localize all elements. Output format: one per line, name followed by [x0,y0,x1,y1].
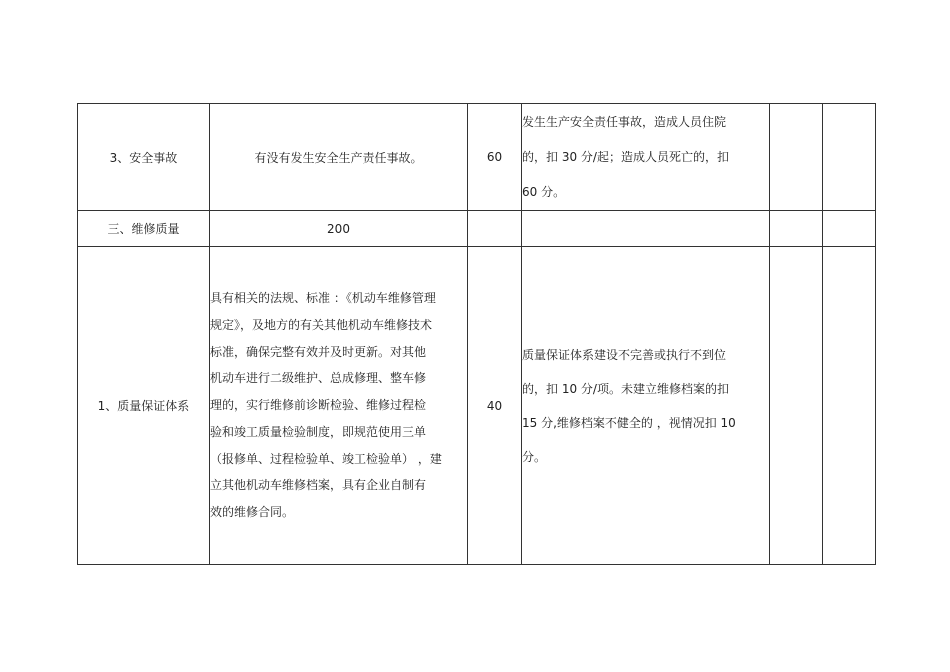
blank-cell [823,247,876,565]
content-cell: 200 [210,211,468,247]
deduction-cell: 质量保证体系建设不完善或执行不到位 的，扣 10 分/项。未建立维修档案的扣 15 分,维修档案不健全的 ，视情况扣 10 分。 [522,247,770,565]
score-cell [468,211,522,247]
table-row-quality-assurance [78,247,876,565]
table-row-repair-quality [78,211,876,247]
category-cell: 1、质量保证体系 [78,247,210,565]
category-cell: 3、安全事故 [78,104,210,211]
score-cell: 60 [468,104,522,211]
deduction-cell [522,211,770,247]
deduction-cell: 发生生产安全责任事故，造成人员住院 的，扣 30 分/起；造成人员死亡的，扣 60 分。 [522,104,770,211]
category-cell: 三、维修质量 [78,211,210,247]
table-row-safety-accident [78,104,876,211]
blank-cell [823,104,876,211]
content-cell: 具有相关的法规、标准 ：《机动车维修管理 规定》，及地方的有关其他机动车维修技术 标准，确保完整有效并及时更新。对其他 机动车进行二级维护、总成修理、整车修 理的，实行维修前诊断检验、维修过程检 验和竣工质量检验制度，即规范使用三单 （报修单、过程检验单、竣工检验单） ，建 立其他机动车维修档案，具有企业自制有 效的维修合同。 [210,247,468,565]
content-cell: 有没有发生安全生产责任事故。 [210,104,468,211]
score-cell: 40 [468,247,522,565]
blank-cell [770,211,823,247]
blank-cell [770,104,823,211]
blank-cell [823,211,876,247]
assessment-table [77,103,876,565]
blank-cell [770,247,823,565]
